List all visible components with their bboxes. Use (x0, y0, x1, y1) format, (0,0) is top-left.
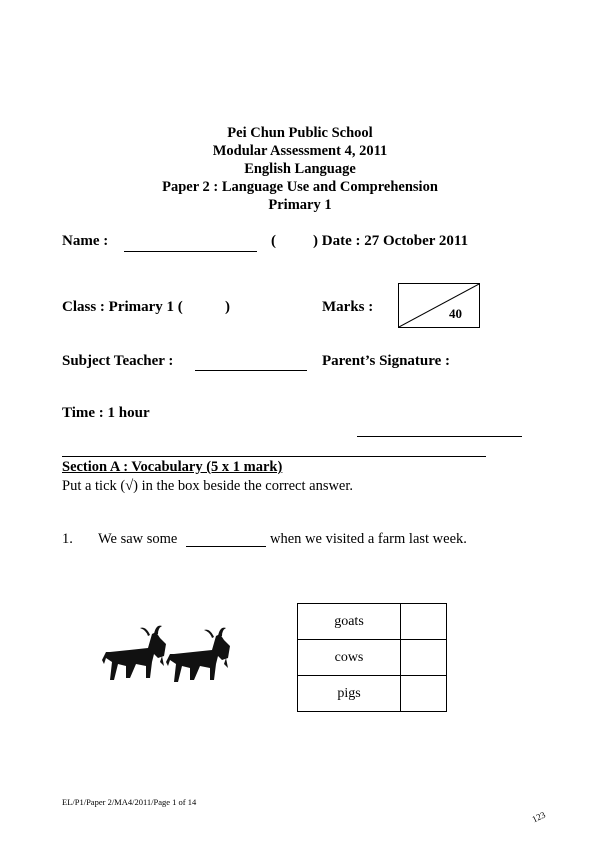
marks-label: Marks : (322, 299, 374, 315)
marks-box (398, 283, 480, 328)
option-row (298, 640, 447, 676)
level-title: Primary 1 (268, 197, 332, 213)
question-text-after: when we visited a farm last week. (270, 531, 467, 547)
name-blank[interactable] (124, 251, 257, 252)
parent-signature-label: Parent’s Signature : (322, 353, 451, 369)
marks-divider (399, 284, 479, 327)
question-number: 1. (62, 531, 73, 547)
subject-title: English Language (244, 161, 356, 177)
marks-total: 40 (449, 306, 462, 321)
index-paren-open: ( (271, 233, 276, 249)
question-blank[interactable] (186, 546, 266, 547)
option-row (298, 676, 447, 712)
goat-icon (102, 626, 166, 680)
option-label: goats (298, 604, 401, 640)
goats-illustration (100, 622, 240, 692)
class-paren-close: ) (225, 299, 230, 315)
class-label: Class : Primary 1 ( (62, 299, 183, 315)
question-text-before: We saw some (98, 531, 178, 547)
name-label: Name : (62, 233, 109, 249)
answer-tick-box[interactable] (401, 640, 447, 676)
page-footer: EL/P1/Paper 2/MA4/2011/Page 1 of 14 (62, 797, 197, 807)
assessment-title: Modular Assessment 4, 2011 (212, 143, 388, 159)
option-label: pigs (298, 676, 401, 712)
section-a-title: Section A : Vocabulary (5 x 1 mark) (62, 459, 283, 475)
paper-title: Paper 2 : Language Use and Comprehension (162, 179, 438, 195)
time-label: Time : 1 hour (62, 405, 150, 421)
section-divider (62, 456, 486, 457)
corner-mark: 123 (530, 809, 547, 825)
teacher-blank[interactable] (195, 370, 307, 371)
answer-tick-box[interactable] (401, 676, 447, 712)
teacher-label: Subject Teacher : (62, 353, 174, 369)
school-name: Pei Chun Public School (227, 125, 373, 141)
option-label: cows (298, 640, 401, 676)
section-a-instruction: Put a tick (√) in the box beside the correct answer. (62, 478, 354, 494)
parent-signature-blank[interactable] (357, 436, 522, 437)
option-row (298, 604, 447, 640)
goat-icon (166, 628, 230, 682)
answer-options-table (297, 603, 447, 712)
answer-tick-box[interactable] (401, 604, 447, 640)
date-text: ) Date : 27 October 2011 (313, 233, 469, 249)
